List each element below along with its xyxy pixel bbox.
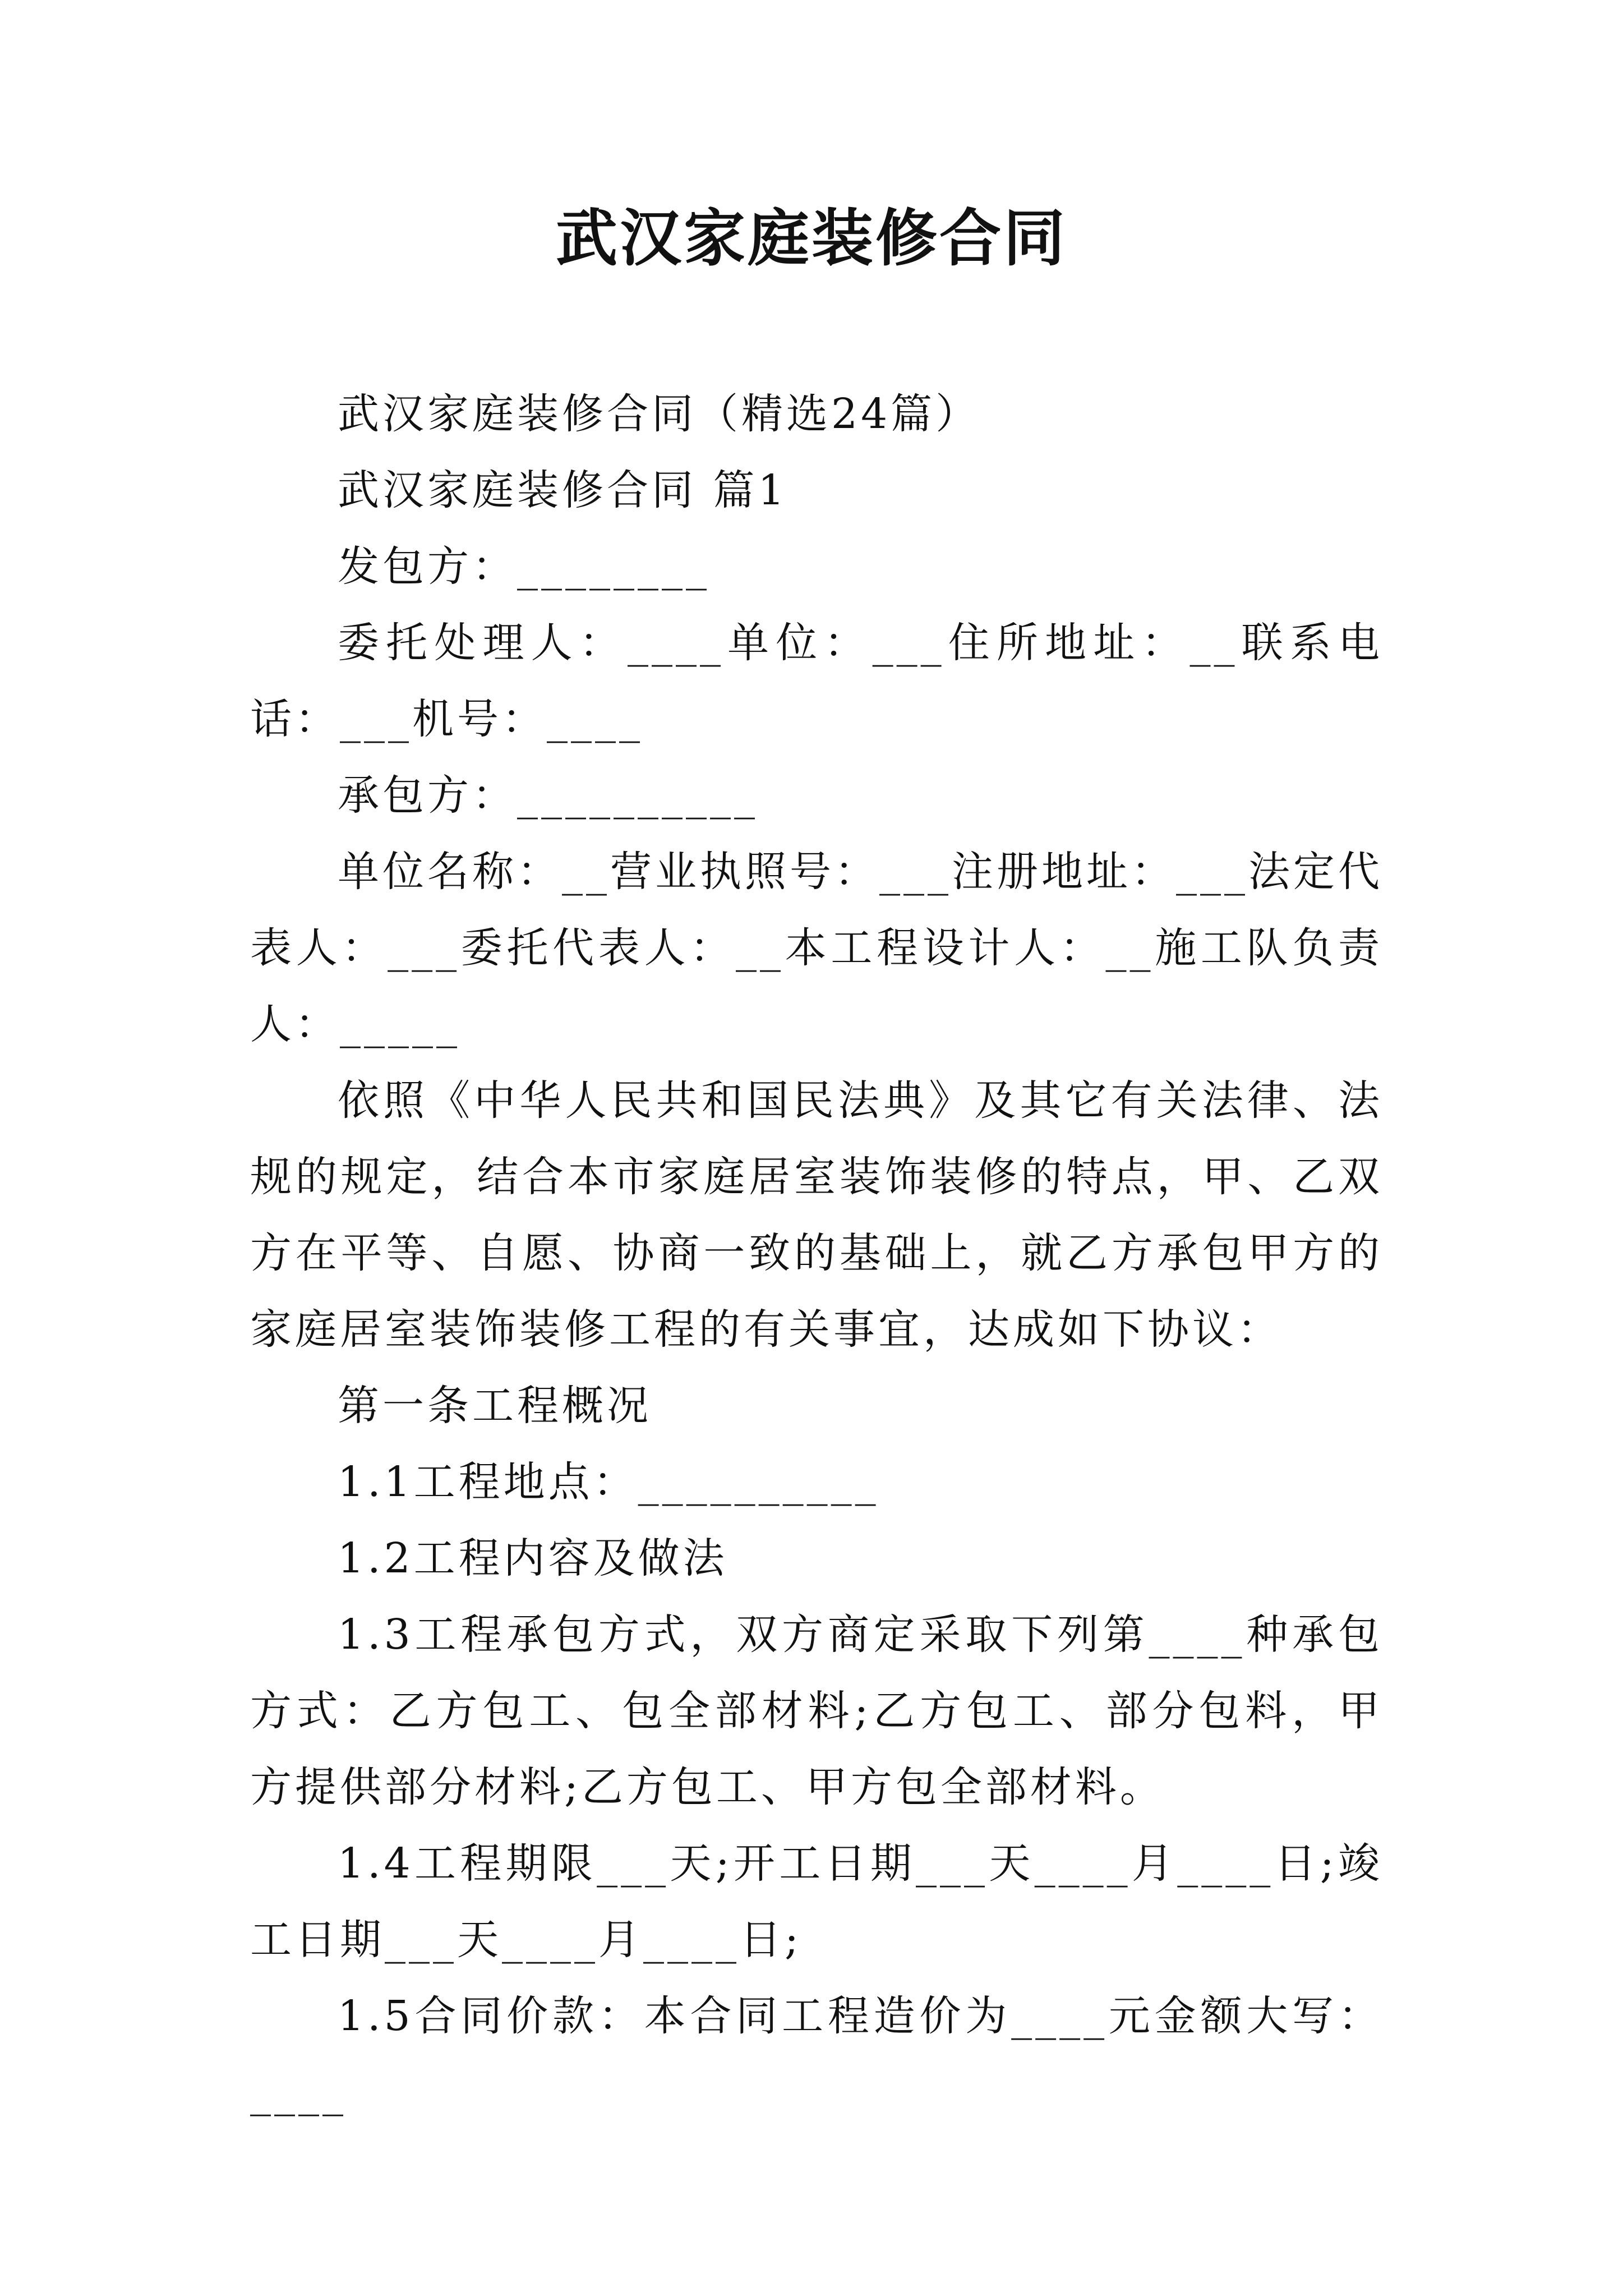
paragraph-clause-1-3: 1.3工程承包方式，双方商定采取下列第____种承包方式：乙方包工、包全部材料;乙方包工、部分包料，甲方提供部分材料;乙方包工、甲方包全部材料。 xyxy=(250,1611,1383,1811)
paragraph-article-1: 第一条工程概况 xyxy=(338,1382,652,1430)
paragraph-subtitle: 武汉家庭装修合同（精选24篇） xyxy=(338,390,981,438)
paragraph-employer: 发包方：________ xyxy=(338,542,710,591)
document-body xyxy=(250,376,1383,2131)
paragraph-preamble: 依照《中华人民共和国民法典》及其它有关法律、法规的规定，结合本市家庭居室装饰装修的特点，甲、乙双方在平等、自愿、协商一致的基础上，就乙方承包甲方的家庭居室装饰装修工程的有关事宜，达成如下协议： xyxy=(250,1076,1383,1354)
paragraph-clause-1-1: 1.1工程地点：__________ xyxy=(338,1458,879,1506)
paragraph-clause-1-5: 1.5合同价款：本合同工程造价为____元金额大写：____ xyxy=(250,1992,1383,2116)
paragraph-agent: 委托处理人：____单位：___住所地址：__联系电话：___机号：____ xyxy=(250,619,1383,743)
document-title: 武汉家庭装修合同 xyxy=(556,202,1067,274)
paragraph-clause-1-4: 1.4工程期限___天;开工日期___天____月____日;竣工日期___天____月____日; xyxy=(250,1839,1383,1964)
paragraph-clause-1-2: 1.2工程内容及做法 xyxy=(338,1534,728,1582)
paragraph-contractor-details: 单位名称：__营业执照号：___注册地址：___法定代表人：___委托代表人：__本工程设计人：__施工队负责人：_____ xyxy=(250,848,1383,1048)
paragraph-section-heading: 武汉家庭装修合同 篇1 xyxy=(338,466,788,514)
paragraph-contractor: 承包方：__________ xyxy=(338,771,758,820)
